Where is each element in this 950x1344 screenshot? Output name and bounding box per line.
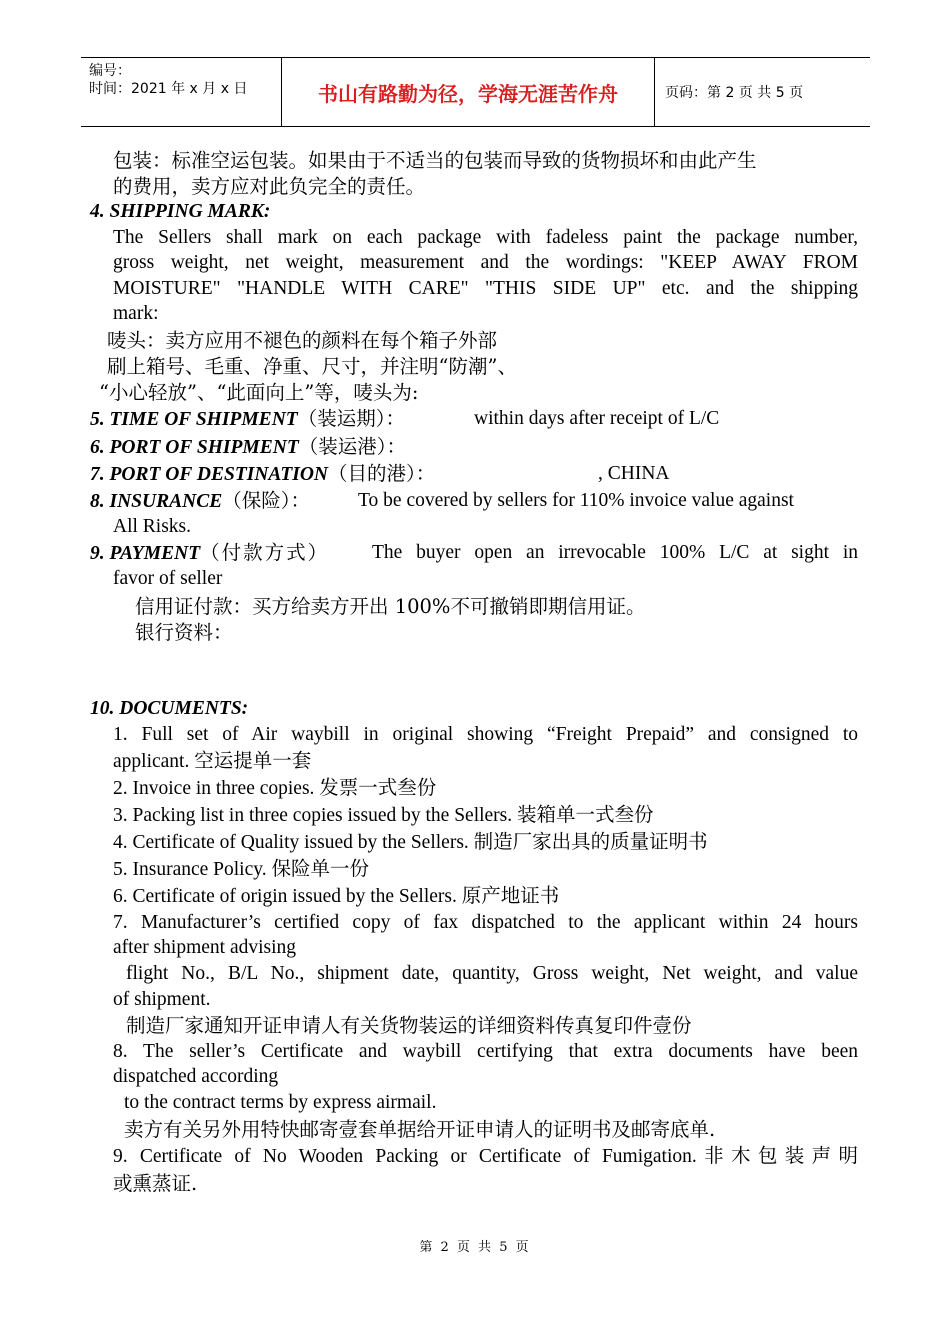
insurance-value-2: All Risks. bbox=[113, 516, 192, 537]
header-motto: 书山有路勤为径，学海无涯苦作舟 bbox=[281, 58, 655, 126]
document-2: 2. Invoice in three copies. 发票一式叁份 bbox=[113, 778, 437, 799]
payment-cn-2: 银行资料： bbox=[135, 621, 233, 644]
insurance bbox=[90, 488, 310, 515]
shipping-mark-text-4: mark: bbox=[113, 303, 159, 324]
shipping-mark-heading: 4. SHIPPING MARK: bbox=[90, 201, 271, 222]
shipping-mark-text-1: The Sellers shall mark on each package with fadeless paint the package number, bbox=[113, 227, 858, 248]
document-3: 3. Packing list in three copies issued by the Sellers. 装箱单一式叁份 bbox=[113, 805, 654, 826]
port-of-destination-cn: （目的港）： bbox=[328, 462, 436, 485]
shipping-mark-text-2: gross weight, net weight, measurement and the wordings: "KEEP AWAY FROM bbox=[113, 252, 858, 273]
document-7-line-1: 7. Manufacturer’s certified copy of fax dispatched to the applicant within 24 hours bbox=[113, 912, 858, 933]
page-footer: 第 2 页 共 5 页 bbox=[419, 1240, 531, 1255]
document-1-line-2: applicant. 空运提单一套 bbox=[113, 751, 312, 772]
time-of-shipment-cn: （装运期）： bbox=[297, 407, 405, 430]
document-1-line-1: 1. Full set of Air waybill in original showing “Freight Prepaid” and consigned to bbox=[113, 724, 858, 745]
payment bbox=[90, 540, 329, 567]
port-of-destination bbox=[90, 461, 435, 488]
document-8-cn: 卖方有关另外用特快邮寄壹套单据给开证申请人的证明书及邮寄底单. bbox=[124, 1118, 716, 1141]
shipping-mark-text-3: MOISTURE" "HANDLE WITH CARE" "THIS SIDE UP" etc. and the shipping bbox=[113, 278, 858, 299]
payment-cn: （付款方式） bbox=[200, 541, 330, 564]
port-of-shipment-cn: （装运港）： bbox=[298, 435, 407, 458]
shipping-mark-cn-3: “小心轻放”、“此面向上”等，唛头为: bbox=[99, 381, 419, 404]
document-5: 5. Insurance Policy. 保险单一份 bbox=[113, 859, 369, 880]
document-6: 6. Certificate of origin issued by the Sellers. 原产地证书 bbox=[113, 886, 560, 907]
shipping-mark-cn-1: 唛头：卖方应用不褪色的颜料在每个箱子外部 bbox=[107, 329, 498, 352]
document-9-line-1: 9. Certificate of No Wooden Packing or Certificate of Fumigation.非木包装声明 bbox=[113, 1146, 858, 1167]
port-of-destination-heading: 7. PORT OF DESTINATION bbox=[90, 464, 329, 485]
document-8-line-1: 8. The seller’s Certificate and waybill certifying that extra documents have been bbox=[113, 1041, 858, 1062]
time-of-shipment-heading: 5. TIME OF SHIPMENT bbox=[90, 409, 298, 430]
document-7-cn: 制造厂家通知开证申请人有关货物装运的详细资料传真复印件壹份 bbox=[126, 1014, 692, 1037]
header-page-info: 页码：第 2 页 共 5 页 bbox=[665, 85, 804, 101]
document-7-line-4: of shipment. bbox=[113, 989, 211, 1010]
insurance-cn: （保险）： bbox=[222, 489, 310, 512]
payment-heading: 9. PAYMENT bbox=[90, 543, 201, 564]
document-4: 4. Certificate of Quality issued by the Sellers. 制造厂家出具的质量证明书 bbox=[113, 832, 708, 853]
document-number-label: 编号： bbox=[89, 63, 131, 79]
port-of-shipment-heading: 6. PORT OF SHIPMENT bbox=[90, 437, 299, 458]
packing-cn-line-1: 包装：标准空运包装。如果由于不适当的包装而导致的货物损坏和由此产生 bbox=[113, 149, 757, 172]
time-of-shipment bbox=[90, 406, 405, 433]
time-of-shipment-value: within days after receipt of L/C bbox=[474, 408, 720, 429]
payment-value-2: favor of seller bbox=[113, 568, 223, 589]
port-of-destination-value: , CHINA bbox=[598, 463, 670, 484]
port-of-shipment bbox=[90, 434, 406, 461]
document-date: 时间：2021 年 x 月 x 日 bbox=[89, 81, 248, 97]
insurance-heading: 8. INSURANCE bbox=[90, 491, 223, 512]
document-9-line-2: 或熏蒸证. bbox=[113, 1172, 198, 1195]
packing-cn-line-2: 的费用，卖方应对此负完全的责任。 bbox=[113, 175, 426, 198]
page-header bbox=[81, 57, 870, 127]
payment-cn-1: 信用证付款：买方给卖方开出 100%不可撤销即期信用证。 bbox=[135, 595, 646, 618]
document-7-line-3: flight No., B/L No., shipment date, quantity, Gross weight, Net weight, and value bbox=[126, 963, 858, 984]
document-7-line-2: after shipment advising bbox=[113, 937, 297, 958]
documents-heading: 10. DOCUMENTS: bbox=[90, 698, 249, 719]
header-meta bbox=[81, 58, 281, 126]
document-8-line-3: to the contract terms by express airmail. bbox=[124, 1092, 437, 1113]
document-8-line-2: dispatched according bbox=[113, 1066, 279, 1087]
payment-value: The buyer open an irrevocable 100% L/C at sight in bbox=[372, 542, 858, 563]
shipping-mark-cn-2: 刷上箱号、毛重、净重、尺寸，并注明“防潮”、 bbox=[107, 355, 517, 378]
insurance-value: To be covered by sellers for 110% invoice value against bbox=[358, 490, 794, 511]
